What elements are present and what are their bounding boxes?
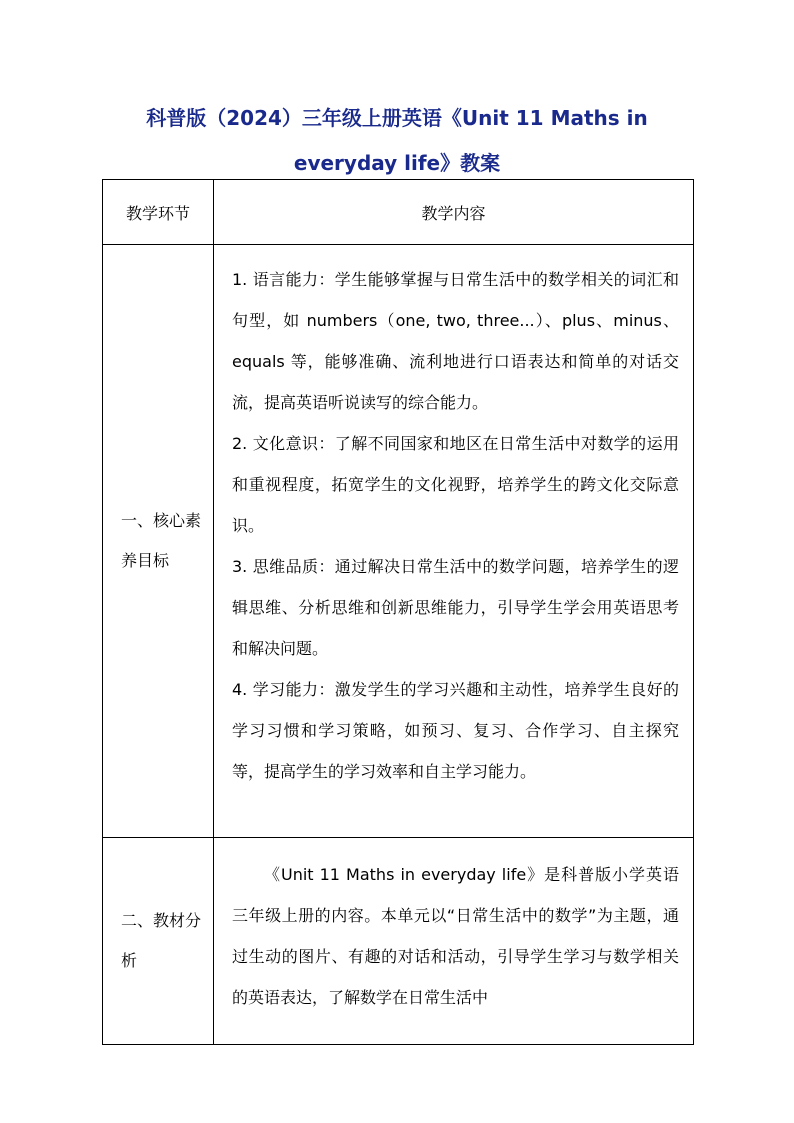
header-teaching-stage: 教学环节: [103, 180, 214, 245]
table-row-core-literacy: [103, 245, 694, 838]
document-title-line-2: everyday life》教案: [293, 151, 501, 175]
row-content-textbook-analysis: [214, 838, 694, 1045]
table-row-textbook-analysis: [103, 838, 694, 1045]
textbook-analysis-text: 《Unit 11 Maths in everyday life》是科普版小学英语三年级上册的内容。本单元以“日常生活中的数学”为主题，通过生动的图片、有趣的对话和活动，引导学生学习与数学相关的英语表达，了解数学在日常生活中: [232, 865, 679, 1007]
goal-language-ability: 1. 语言能力：学生能够掌握与日常生活中的数学相关的词汇和句型，如 numbers（one, two, three...）、plus、minus、equals 等，能够准确、流利地进行口语表达和简单的对话交流，提高英语听说读写的综合能力。: [232, 270, 679, 412]
goal-learning-ability: 4. 学习能力：激发学生的学习兴趣和主动性，培养学生良好的学习习惯和学习策略，如预习、复习、合作学习、自主探究等，提高学生的学习效率和自主学习能力。: [232, 680, 679, 781]
goal-cultural-awareness: 2. 文化意识：了解不同国家和地区在日常生活中对数学的运用和重视程度，拓宽学生的文化视野，培养学生的跨文化交际意识。: [232, 434, 679, 535]
table-header-row: [103, 180, 694, 245]
lesson-plan-table: [102, 179, 694, 1045]
textbook-analysis-clip: [232, 854, 679, 1026]
goal-thinking-quality: 3. 思维品质：通过解决日常生活中的数学问题，培养学生的逻辑思维、分析思维和创新思维能力，引导学生学会用英语思考和解决问题。: [232, 557, 679, 658]
header-teaching-content: 教学内容: [214, 180, 694, 245]
document-title-line-1: 科普版（2024）三年级上册英语《Unit 11 Maths in: [146, 106, 648, 130]
document-title: [100, 96, 694, 186]
row-content-core-literacy: [214, 245, 694, 838]
row-label-core-literacy: 一、核心素养目标: [103, 245, 214, 838]
row-label-textbook-analysis: 二、教材分析: [103, 838, 214, 1045]
